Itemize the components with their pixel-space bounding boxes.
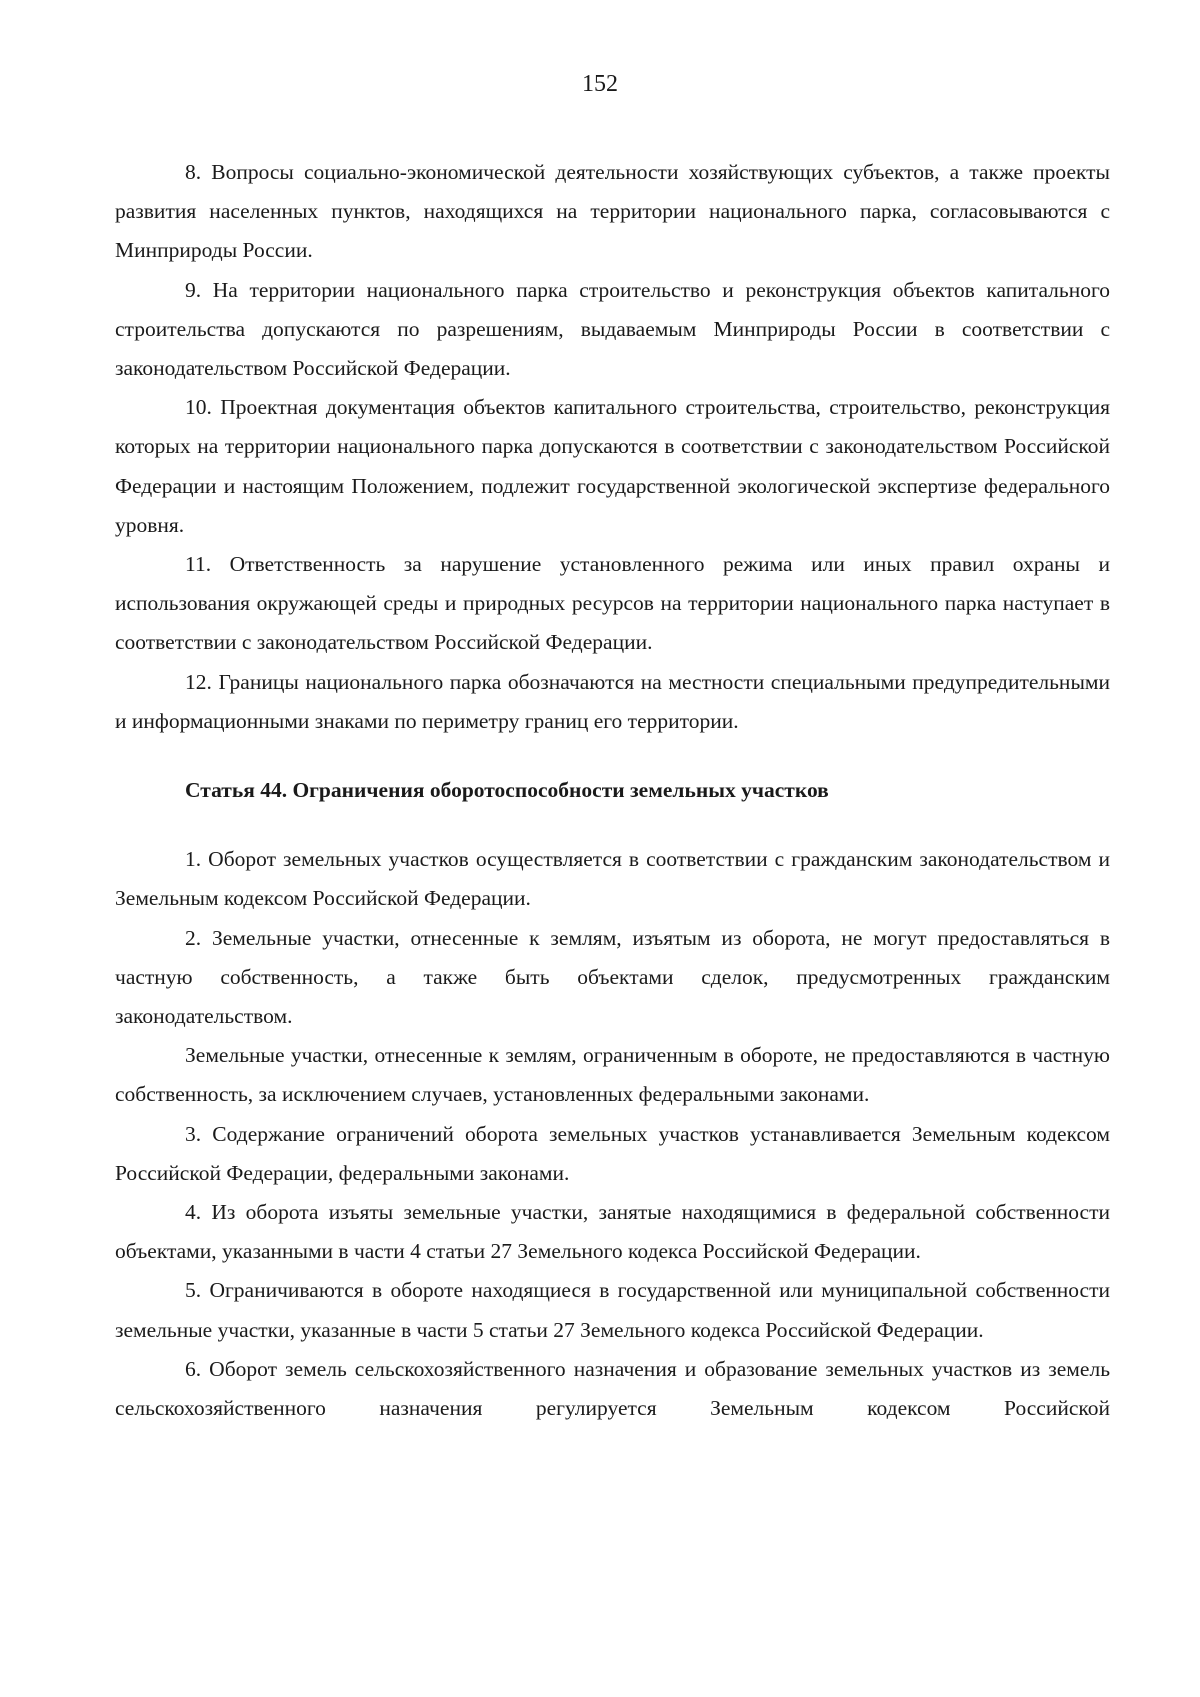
paragraph-10: 10. Проектная документация объектов капитального строительства, строительство, реконструкция которых на территории национального парка допускаются в соответствии с законодательством Российской Федерации и настоящим Положением, подлежит государственной экологической экспертизе федерального уровня. xyxy=(115,395,1110,537)
paragraph-12: 12. Границы национального парка обозначаются на местности специальными предупредительными и информационными знаками по периметру границ его территории. xyxy=(115,669,1110,733)
article-44-paragraph-1: 1. Оборот земельных участков осуществляется в соответствии с гражданским законодательством и Земельным кодексом Российской Федерации. xyxy=(115,847,1110,911)
paragraph-8: 8. Вопросы социально-экономической деятельности хозяйствующих субъектов, а также проекты развития населенных пунктов, находящихся на территории национального парка, согласовываются с Минприроды России. xyxy=(115,160,1110,263)
article-44-heading: Статья 44. Ограничения оборотоспособности земельных участков xyxy=(185,778,829,803)
article-44-paragraph-3: 3. Содержание ограничений оборота земельных участков устанавливается Земельным кодексом Российской Федерации, федеральными законами. xyxy=(115,1121,1110,1185)
article-44-paragraph-5: 5. Ограничиваются в обороте находящиеся в государственной или муниципальной собственности земельные участки, указанные в части 5 статьи 27 Земельного кодекса Российской Федерации. xyxy=(115,1278,1110,1342)
article-44-paragraph-2-continuation: Земельные участки, отнесенные к землям, ограниченным в обороте, не предоставляются в частную собственность, за исключением случаев, установленных федеральными законами. xyxy=(115,1043,1110,1107)
article-44-paragraph-2: 2. Земельные участки, отнесенные к землям, изъятым из оборота, не могут предоставляться в частную собственность, а также быть объектами сделок, предусмотренных гражданским законодательством. xyxy=(115,925,1110,1029)
document-body xyxy=(115,153,1110,1428)
paragraph-9: 9. На территории национального парка строительство и реконструкция объектов капитального строительства допускаются по разрешениям, выдаваемым Минприроды России в соответствии с законодательством Российской Федерации. xyxy=(115,277,1110,381)
page-number: 152 xyxy=(582,71,618,97)
article-44-paragraph-4: 4. Из оборота изъяты земельные участки, занятые находящимися в федеральной собственности объектами, указанными в части 4 статьи 27 Земельного кодекса Российской Федерации. xyxy=(115,1200,1110,1264)
paragraph-11: 11. Ответственность за нарушение установленного режима или иных правил охраны и использования окружающей среды и природных ресурсов на территории национального парка наступает в соответствии с законодательством Российской Федерации. xyxy=(115,552,1110,655)
article-44-paragraph-6: 6. Оборот земель сельскохозяйственного назначения и образование земельных участков из земель сельскохозяйственного назначения регулируется Земельным кодексом Российской xyxy=(115,1356,1110,1421)
